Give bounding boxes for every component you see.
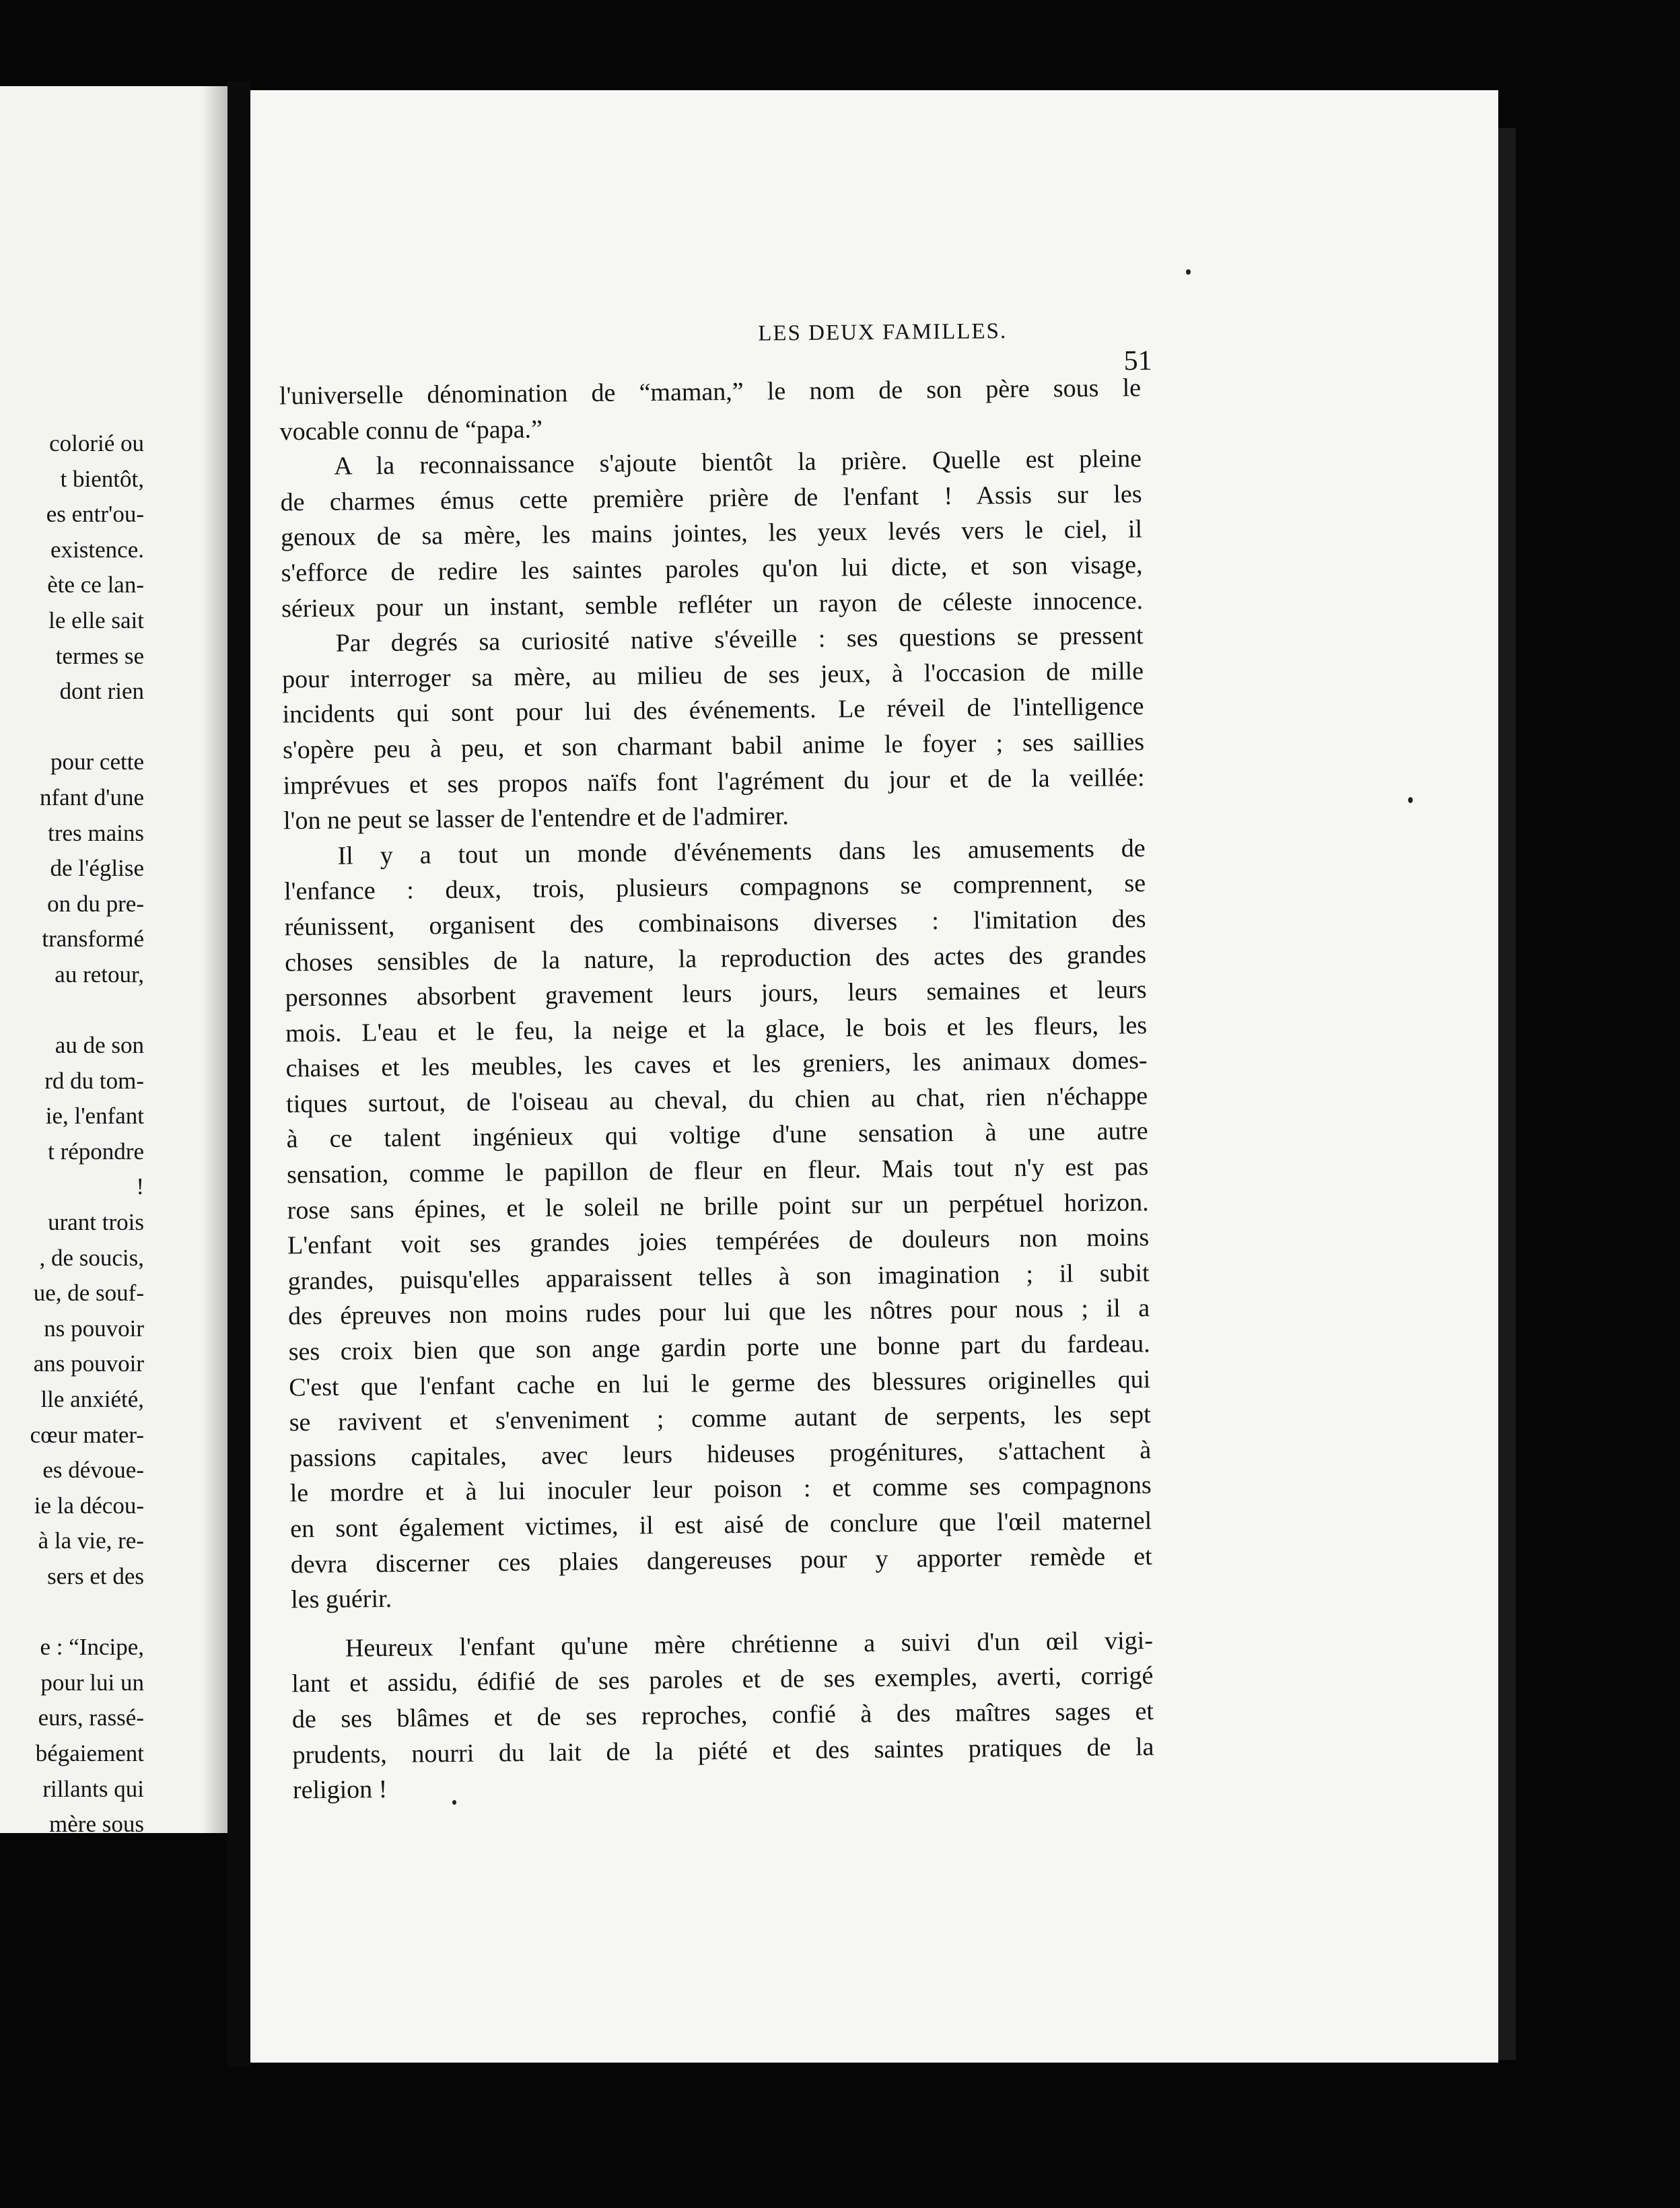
left-page-line: t répondre [48,1138,144,1165]
text-line: incidents qui sont pour lui des événements. Le réveil de l'intelligence [282,692,1144,729]
text-line: religion ! [292,1775,388,1805]
left-page-line: cœur mater- [30,1421,144,1448]
left-page-edge-shadow [202,86,230,1833]
left-page-line: existence. [50,536,144,563]
text-line: s'opère peu à peu, et son charmant babil anime le foyer ; ses saillies [282,728,1145,765]
text-line: réunissent, organisent des combinaisons diverses : l'imitation des [284,905,1146,942]
text-line: l'on ne peut se lasser de l'entendre et de l'admirer. [283,802,790,835]
left-page-line: de l'église [50,855,144,882]
left-page-line: ie, l'enfant [45,1103,144,1130]
left-page-line [30,993,144,1029]
running-head: LES DEUX FAMILLES. [758,319,1008,346]
text-line: ses croix bien que son ange gardin porte une bonne part du fardeau. [288,1330,1150,1367]
text-line: les guérir. [291,1585,392,1614]
text-line: à ce talent ingénieux qui voltige d'une sensation à une autre [286,1117,1148,1154]
text-line: chaises et les meubles, les caves et les greniers, les animaux domes- [285,1046,1148,1083]
left-page-line: termes se [55,642,144,669]
text-line: prudents, nourri du lait de la piété et des saintes pratiques de la [292,1732,1154,1769]
left-page-line: , de soucis, [39,1244,144,1271]
text-line: vocable connu de “papa.” [279,415,543,446]
text-line: L'enfant voit ses grandes joies tempérées de douleurs non moins [287,1223,1150,1260]
text-line: choses sensibles de la nature, la reproduction des actes des grandes [284,940,1147,977]
text-line: se ravivent et s'enveniment ; comme autant de serpents, les sept [289,1400,1151,1437]
text-line: pour interroger sa mère, au milieu de ses jeux, à l'occasion de mille [281,656,1144,694]
text-line: de ses blâmes et de ses reproches, confié à des maîtres sages et [291,1697,1154,1734]
left-page-line: e : “Incipe, [40,1634,144,1661]
left-page-line: eurs, rassé- [38,1704,144,1731]
left-page-line: ie la décou- [34,1492,144,1519]
text-line: Il y a tout un monde d'événements dans les amusements de [337,833,1146,870]
left-page-line: à la vie, re- [38,1527,144,1554]
left-page-line: urant trois [48,1209,144,1236]
text-line: mois. L'eau et le feu, la neige et la glace, le bois et les fleurs, les [285,1010,1148,1048]
text-line: Heureux l'enfant qu'une mère chrétienne a suivi d'un œil vigi- [345,1626,1154,1663]
text-line: devra discerner ces plaies dangereuses pour y apporter remède et [290,1542,1152,1579]
left-page-line [30,710,144,745]
text-line: de charmes émus cette première prière de l'enfant ! Assis sur les [280,479,1142,517]
text-line: l'enfance : deux, trois, plusieurs compagnons se comprennent, se [283,869,1146,906]
left-page-line: au de son [55,1032,144,1059]
left-page-line: rd du tom- [44,1067,144,1094]
left-page-line: ète ce lan- [47,572,144,598]
text-line: rose sans épines, et le soleil ne brille point sur un perpétuel horizon. [287,1187,1149,1225]
right-page [250,90,1498,2063]
text-line: des épreuves non moins rudes pour lui que les nôtres pour nous ; il a [287,1294,1150,1331]
text-line: l'universelle dénomination de “maman,” le nom de son père sous le [279,374,1142,411]
left-page-line: bégaiement [35,1739,144,1766]
right-page-edge [1498,128,1516,2060]
text-line: C'est que l'enfant cache en lui le germe des blessures originelles qui [289,1365,1151,1402]
left-page-line: lle anxiété, [40,1386,144,1413]
left-page-line: es entr'ou- [46,501,144,528]
text-line: Par degrés sa curiosité native s'éveille : ses questions se pressent [335,621,1144,658]
left-page-line: transformé [42,926,144,953]
text-line: lant et assidu, édifié de ses paroles et de ses exemples, averti, corrigé [291,1661,1154,1698]
page-number: 51 [1123,345,1152,377]
left-page-line: sers et des [47,1563,144,1589]
left-facing-page [0,86,228,1833]
text-line: A la reconnaissance s'ajoute bientôt la prière. Quelle est pleine [333,444,1142,481]
dust-speck [1186,269,1191,275]
left-page-line: colorié ou [49,430,144,456]
left-page-line: mère sous [49,1811,144,1833]
left-page-line: ans pouvoir [33,1350,144,1377]
text-line: le mordre et à lui inoculer leur poison : et comme ses compagnons [289,1471,1152,1508]
text-line: genoux de sa mère, les mains jointes, les yeux levés vers le ciel, il [280,515,1143,552]
left-page-line: ns pouvoir [44,1315,144,1342]
left-page-line: on du pre- [47,890,144,917]
left-page-line: ue, de souf- [33,1280,144,1307]
dust-speck [452,1800,456,1805]
left-page-line: es dévoue- [42,1457,144,1484]
left-page-line: ! [136,1173,144,1200]
left-page-line [30,1595,144,1630]
left-page-line: tres mains [48,819,144,846]
left-page-line: nfant d'une [39,784,144,810]
text-line: en sont également victimes, il est aisé de conclure que l'œil maternel [290,1507,1152,1544]
left-page-line: au retour, [55,961,144,988]
left-page-line: pour cette [50,749,144,775]
left-page-text [30,426,144,1833]
left-page-line: t bientôt, [60,465,144,492]
text-line: grandes, puisqu'elles apparaissent telles à son imagination ; il subit [287,1258,1150,1296]
dust-speck [1408,797,1413,803]
text-line: sensation, comme le papillon de fleur en fleur. Mais tout n'y est pas [286,1152,1149,1189]
text-line: tiques surtout, de l'oiseau au cheval, du chien au chat, rien n'échappe [285,1081,1148,1119]
text-line: imprévues et ses propos naïfs font l'agrément du jour et de la veillée: [283,763,1145,800]
text-line: personnes absorbent gravement leurs jours, leurs semaines et leurs [285,975,1147,1012]
left-page-line: pour lui un [40,1669,144,1696]
left-page-line: rillants qui [42,1775,144,1802]
left-page-line: dont rien [59,678,144,705]
left-page-line: le elle sait [48,607,144,633]
text-line: s'efforce de redire les saintes paroles qu'on lui dicte, et son visage, [281,551,1143,588]
body-text [279,370,1154,1808]
text-line: passions capitales, avec leurs hideuses progénitures, s'attachent à [289,1435,1152,1473]
text-line: sérieux pour un instant, semble refléter un rayon de céleste innocence. [281,586,1144,623]
